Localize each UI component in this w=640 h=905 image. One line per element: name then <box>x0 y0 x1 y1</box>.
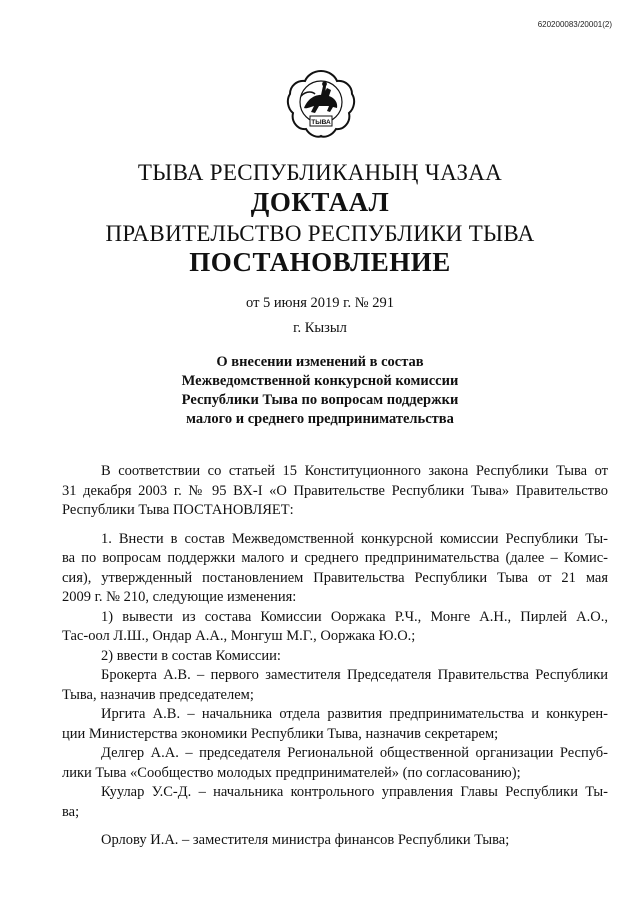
body-line: Тас-оол Л.Ш., Ондар А.А., Монгуш М.Г., Ооржака Ю.О.; <box>62 628 416 644</box>
tyva-coat-of-arms-icon <box>285 68 357 140</box>
header-government: ПРАВИТЕЛЬСТВО РЕСПУБЛИКИ ТЫВА <box>105 221 535 246</box>
body-line: лики Тыва «Сообщество молодых предпринимателей» (по согласованию); <box>62 764 521 781</box>
title-line: Межведомственной конкурсной комиссии <box>181 373 459 389</box>
body-line: Куулар У.С-Д. – начальника контрольного управления Главы Республики Ты- <box>101 784 608 800</box>
body-line: 2) ввести в состав Комиссии: <box>101 647 281 664</box>
body-line: ва по вопросам поддержки малого и среднего предпринимательства (далее – Комис- <box>62 550 608 566</box>
header-tyva-government: ТЫВА РЕСПУБЛИКАНЫҢ ЧАЗАА <box>137 160 503 185</box>
body-line: Делгер А.А. – председателя Региональной общественной организации Респуб- <box>101 745 608 761</box>
header-decree: ПОСТАНОВЛЕНИЕ <box>189 247 451 277</box>
body-line: 1) вывести из состава Комиссии Ооржака Р.Ч., Монге А.Н., Пирлей А.О., <box>101 608 608 625</box>
body-line: сия), утвержденный постановлением Правительства Республики Тыва от 21 мая <box>62 569 608 586</box>
body-line: 2009 г. № 210, следующие изменения: <box>62 589 297 605</box>
emblem-label: ТЫВА <box>311 119 331 126</box>
decree-date-number: от 5 июня 2019 г. № 291 <box>246 295 394 311</box>
body-line: 31 декабря 2003 г. № 95 ВХ-I «О Правительстве Республики Тыва» Правительство <box>62 482 608 499</box>
body-line: ции Министерства экономики Республики Тыва, назначив секретарем; <box>62 725 499 742</box>
body-line: Республики Тыва ПОСТАНОВЛЯЕТ: <box>62 502 294 518</box>
body-line: ва; <box>62 803 80 820</box>
body-line: Иргита А.В. – начальника отдела развития предпринимательства и конкурен- <box>101 706 608 722</box>
decree-title <box>0 353 640 429</box>
document-id: 620200083/20001(2) <box>537 20 612 29</box>
body-line: 1. Внести в состав Межведомственной конкурсной комиссии Республики Ты- <box>101 530 608 547</box>
decree-body <box>62 462 608 851</box>
body-line: Орлову И.А. – заместителя министра финансов Республики Тыва; <box>101 832 510 848</box>
title-line: малого и среднего предпринимательства <box>186 411 454 427</box>
decree-city: г. Кызыл <box>293 320 347 336</box>
body-line: Тыва, назначив председателем; <box>62 686 254 703</box>
body-line: Брокерта А.В. – первого заместителя Председателя Правительства Республики <box>101 667 608 683</box>
title-line: О внесении изменений в состав <box>216 354 424 370</box>
body-line: В соответствии со статьей 15 Конституционного закона Республики Тыва от <box>101 463 608 479</box>
header-doktaal: ДОКТААЛ <box>250 187 390 217</box>
title-line: Республики Тыва по вопросам поддержки <box>181 392 459 408</box>
